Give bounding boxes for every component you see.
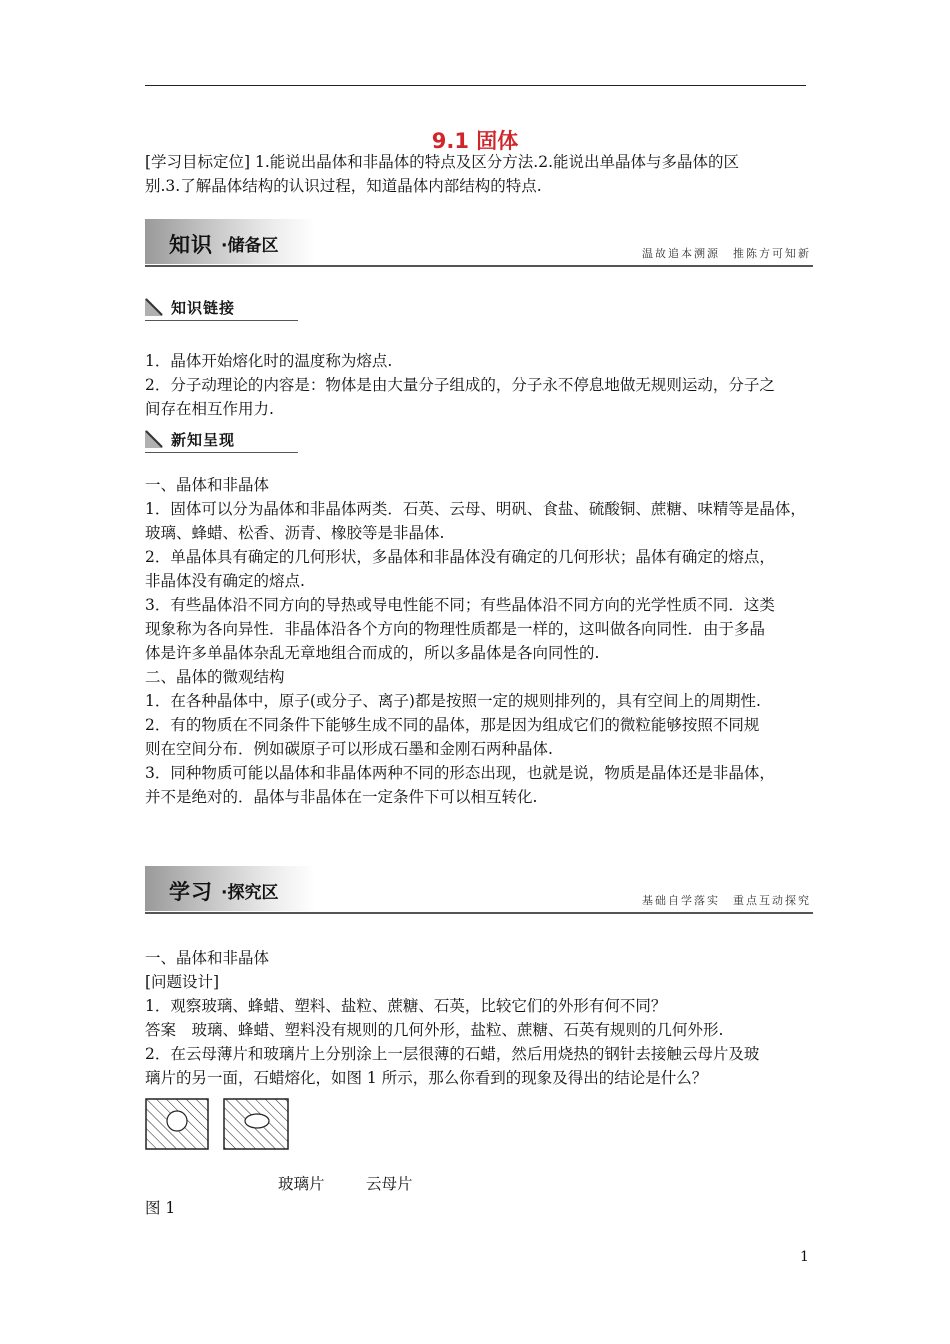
- figure-1: [145, 1098, 295, 1154]
- subheading-label: 知识链接: [171, 299, 236, 317]
- page-title: 9.1 固体: [431, 129, 519, 153]
- text-line: 现象称为各向异性．非晶体沿各个方向的物理性质都是一样的，这叫做各向同性．由于多晶: [145, 620, 766, 638]
- text-line: 二、晶体的微观结构: [145, 668, 285, 686]
- text-line: 则在空间分布．例如碳原子可以形成石墨和金刚石两种晶体.: [145, 740, 553, 758]
- subheading-rule: [145, 320, 298, 321]
- text-line: 1．固体可以分为晶体和非晶体两类．石英、云母、明矾、食盐、硫酸铜、蔗糖、味精等是晶体，: [145, 500, 806, 518]
- figure-label-mica: 云母片: [366, 1175, 413, 1193]
- band-rule: [145, 912, 813, 914]
- text-line: 3．同种物质可能以晶体和非晶体两种不同的形态出现，也就是说，物质是晶体还是非晶体，: [145, 764, 775, 782]
- figure-label-glass: 玻璃片: [278, 1175, 325, 1193]
- learning-objectives: [145, 150, 810, 198]
- text-line: 璃片的另一面，石蜡熔化，如图 1 所示，那么你看到的现象及得出的结论是什么？: [145, 1069, 708, 1087]
- glass-plate: [146, 1099, 208, 1149]
- text-line: 1．晶体开始熔化时的温度称为熔点.: [145, 352, 393, 370]
- text-line: 2．分子动理论的内容是：物体是由大量分子组成的，分子永不停息地做无规则运动，分子之: [145, 376, 775, 394]
- text-line: 一、晶体和非晶体: [145, 949, 270, 967]
- band-rule: [145, 265, 813, 267]
- text-line: 一、晶体和非晶体: [145, 476, 270, 494]
- text-line: 2．在云母薄片和玻璃片上分别涂上一层很薄的石蜡，然后用烧热的钢针去接触云母片及玻: [145, 1045, 760, 1063]
- text-line: 2．有的物质在不同条件下能够生成不同的晶体，那是因为组成它们的微粒能够按照不同规: [145, 716, 760, 734]
- text-line: 2．单晶体具有确定的几何形状，多晶体和非晶体没有确定的几何形状；晶体有确定的熔点，: [145, 548, 775, 566]
- band-title-sub: ·探究区: [221, 883, 279, 903]
- figure-caption: 图 1: [145, 1199, 176, 1217]
- text-line: 1．在各种晶体中，原子(或分子、离子)都是按照一定的规则排列的，具有空间上的周期性.: [145, 692, 761, 710]
- text-line: [问题设计]: [145, 973, 220, 991]
- subheading-knowledge-links: [145, 295, 298, 321]
- section-band-knowledge: [145, 219, 813, 267]
- text-line: 1．观察玻璃、蜂蜡、塑料、盐粒、蔗糖、石英，比较它们的外形有何不同？: [145, 997, 667, 1015]
- text-line: 玻璃、蜂蜡、松香、沥青、橡胶等是非晶体.: [145, 524, 445, 542]
- band-title-main: 知识: [169, 233, 213, 257]
- band-title-main: 学习: [169, 880, 213, 904]
- header-rule: [145, 85, 806, 86]
- text-line: 3．有些晶体沿不同方向的导热或导电性能不同；有些晶体沿不同方向的光学性质不同．这类: [145, 596, 775, 614]
- corner-arrow-icon: [145, 298, 163, 316]
- mica-plate: [224, 1099, 288, 1149]
- page-number: 1: [800, 1249, 809, 1265]
- text-line: 非晶体没有确定的熔点.: [145, 572, 305, 590]
- subheading-new-knowledge: [145, 427, 298, 453]
- objectives-line: 别.3.了解晶体结构的认识过程，知道晶体内部结构的特点.: [145, 177, 542, 195]
- subheading-label: 新知呈现: [171, 431, 236, 449]
- inquiry-text: [145, 946, 810, 1090]
- subheading-rule: [145, 452, 298, 453]
- objectives-line: [学习目标定位] 1.能说出晶体和非晶体的特点及区分方法.2.能说出单晶体与多晶体的区: [145, 153, 740, 171]
- text-line: 并不是绝对的．晶体与非晶体在一定条件下可以相互转化.: [145, 788, 538, 806]
- text-line: 间存在相互作用力.: [145, 400, 274, 418]
- band-slogan: 温故追本溯源 推陈方可知新: [642, 247, 811, 260]
- section-band-study: [145, 866, 813, 914]
- new-knowledge-text: [145, 473, 810, 809]
- text-line: 体是许多单晶体杂乱无章地组合而成的，所以多晶体是各向同性的.: [145, 644, 600, 662]
- text-line: 答案 玻璃、蜂蜡、塑料没有规则的几何外形，盐粒、蔗糖、石英有规则的几何外形.: [145, 1021, 724, 1039]
- corner-arrow-icon: [145, 430, 163, 448]
- knowledge-links-text: [145, 349, 810, 421]
- melting-wax-diagram: [145, 1098, 295, 1150]
- band-title-sub: ·储备区: [221, 236, 279, 256]
- band-slogan: 基础自学落实 重点互动探究: [642, 894, 811, 907]
